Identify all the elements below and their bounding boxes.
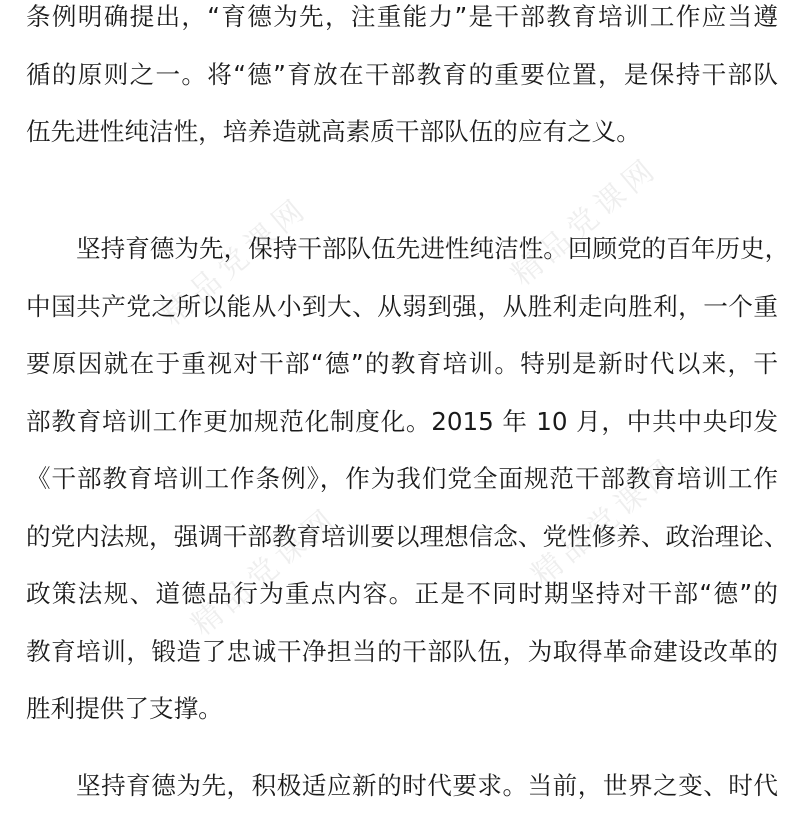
paragraph-1 bbox=[26, 0, 778, 170]
watermark: 精品党课网 bbox=[525, 450, 686, 593]
text-line: 坚持育德为先，积极适应新的时代要求。当前，世界之变、时代 bbox=[76, 771, 778, 800]
paragraph-2 bbox=[26, 229, 790, 747]
text-line: 部教育培训工作更加规范化制度化。2015 年 10 月，中共中央印发 bbox=[26, 406, 778, 436]
text-line: 教育培训，锻造了忠诚干净担当的干部队伍，为取得革命建设改革的 bbox=[26, 636, 778, 666]
text-line: 政策法规、道德品行为重点内容。正是不同时期坚持对干部“德”的 bbox=[26, 579, 778, 608]
paragraph-3 bbox=[26, 766, 778, 824]
text-line: 的党内法规，强调干部教育培训要以理想信念、党性修养、政治理论、 bbox=[26, 521, 789, 551]
text-line: 条例明确提出，“育德为先，注重能力”是干部教育培训工作应当遵 bbox=[26, 2, 778, 31]
text-line: 《干部教育培训工作条例》，作为我们党全面规范干部教育培训工作 bbox=[26, 464, 778, 493]
text-line: 坚持育德为先，保持干部队伍先进性纯洁性。回顾党的百年历史， bbox=[76, 234, 790, 263]
text-line: 胜利提供了支撑。 bbox=[26, 694, 223, 723]
text-line: 伍先进性纯洁性，培养造就高素质干部队伍的应有之义。 bbox=[26, 117, 641, 146]
watermark: 精品党课网 bbox=[155, 190, 316, 333]
text-line: 要原因就在于重视对干部“德”的教育培训。特别是新时代以来，干 bbox=[26, 349, 778, 378]
watermark: 精品党课网 bbox=[185, 500, 346, 643]
text-line: 中国共产党之所以能从小到大、从弱到强，从胜利走向胜利，一个重 bbox=[26, 291, 778, 321]
text-line: 循的原则之一。将“德”育放在干部教育的重要位置，是保持干部队 bbox=[26, 59, 778, 89]
watermark: 精品党课网 bbox=[505, 150, 666, 293]
